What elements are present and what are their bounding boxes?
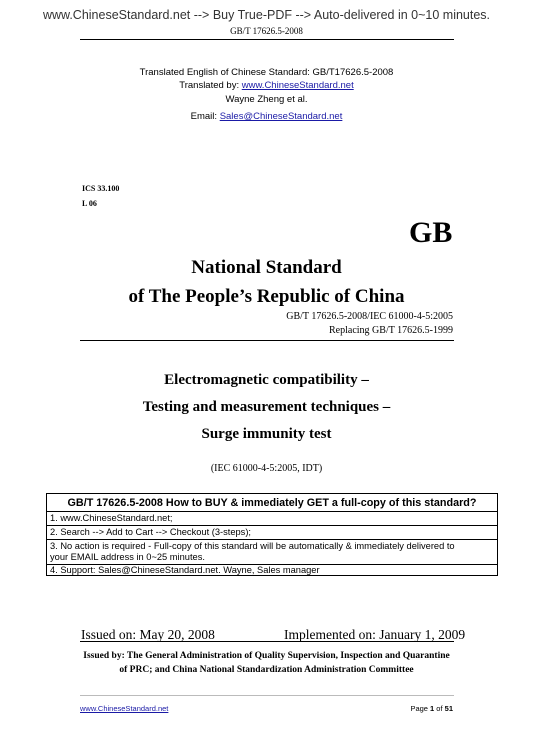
email-link[interactable]: Sales@ChineseStandard.net xyxy=(219,111,343,122)
document-title-line-2: Testing and measurement techniques – xyxy=(142,399,391,415)
translator-label: Translated by: xyxy=(179,80,242,91)
page-current: 1 xyxy=(430,704,435,713)
issuer-line-1: Issued by: The General Administration of Quality Supervision, Inspection and Quarantine xyxy=(83,651,450,661)
buy-box-rule xyxy=(47,511,497,512)
email-line xyxy=(0,111,533,122)
buy-step-2: 2. Search --> Add to Cart --> Checkout (3-steps); xyxy=(50,527,251,537)
standard-rule xyxy=(80,340,454,341)
buy-step-1: 1. www.ChineseStandard.net; xyxy=(50,513,173,523)
ics-code: ICS 33.100 xyxy=(82,184,120,193)
document-title-line-3: Surge immunity test xyxy=(201,426,332,442)
buy-step-4: 4. Support: Sales@ChineseStandard.net. Wayne, Sales manager xyxy=(50,565,320,575)
gb-mark: GB xyxy=(409,216,453,249)
implemented-date: Implemented on: January 1, 2009 xyxy=(284,627,466,642)
footer-rule xyxy=(80,695,454,696)
page-label: Page xyxy=(410,704,431,713)
dates-rule xyxy=(80,641,454,642)
buy-box-rule xyxy=(47,539,497,540)
national-standard-heading: National Standard xyxy=(191,257,342,278)
l-code: L 06 xyxy=(82,199,97,208)
page-total: 51 xyxy=(444,704,453,713)
translator-names: Wayne Zheng et al. xyxy=(225,94,308,105)
email-label: Email: xyxy=(190,111,220,122)
issuer-line-2: of PRC; and China National Standardization Administration Committee xyxy=(119,665,414,675)
translator-link[interactable]: www.ChineseStandard.net xyxy=(241,80,354,91)
header-rule xyxy=(80,39,454,40)
buy-box-title: GB/T 17626.5-2008 How to BUY & immediately GET a full-copy of this standard? xyxy=(67,497,477,509)
iec-reference: (IEC 61000-4-5:2005, IDT) xyxy=(210,463,323,474)
buy-box-rule xyxy=(47,525,497,526)
translation-title: Translated English of Chinese Standard: GB/T17626.5-2008 xyxy=(139,67,394,78)
buy-step-3-continued: your EMAIL address in 0~25 minutes. xyxy=(50,552,205,562)
top-banner: www.ChineseStandard.net --> Buy True-PDF --> Auto-delivered in 0~10 minutes. xyxy=(42,8,491,22)
translator-line xyxy=(0,80,533,91)
page-of-label: of xyxy=(434,704,445,713)
footer-site-link[interactable]: www.ChineseStandard.net xyxy=(80,704,169,713)
buy-step-3: 3. No action is required - Full-copy of this standard will be automatically & immediately delivered to xyxy=(50,541,455,551)
document-title-line-1: Electromagnetic compatibility – xyxy=(164,372,369,388)
header-standard-code: GB/T 17626.5-2008 xyxy=(230,26,303,36)
standard-code: GB/T 17626.5-2008/IEC 61000-4-5:2005 xyxy=(286,311,453,322)
national-standard-country: of The People’s Republic of China xyxy=(128,286,405,307)
issued-date: Issued on: May 20, 2008 xyxy=(81,627,215,642)
page-indicator xyxy=(410,704,453,713)
buy-info-box xyxy=(46,493,498,576)
replacing-standard: Replacing GB/T 17626.5-1999 xyxy=(329,325,453,336)
